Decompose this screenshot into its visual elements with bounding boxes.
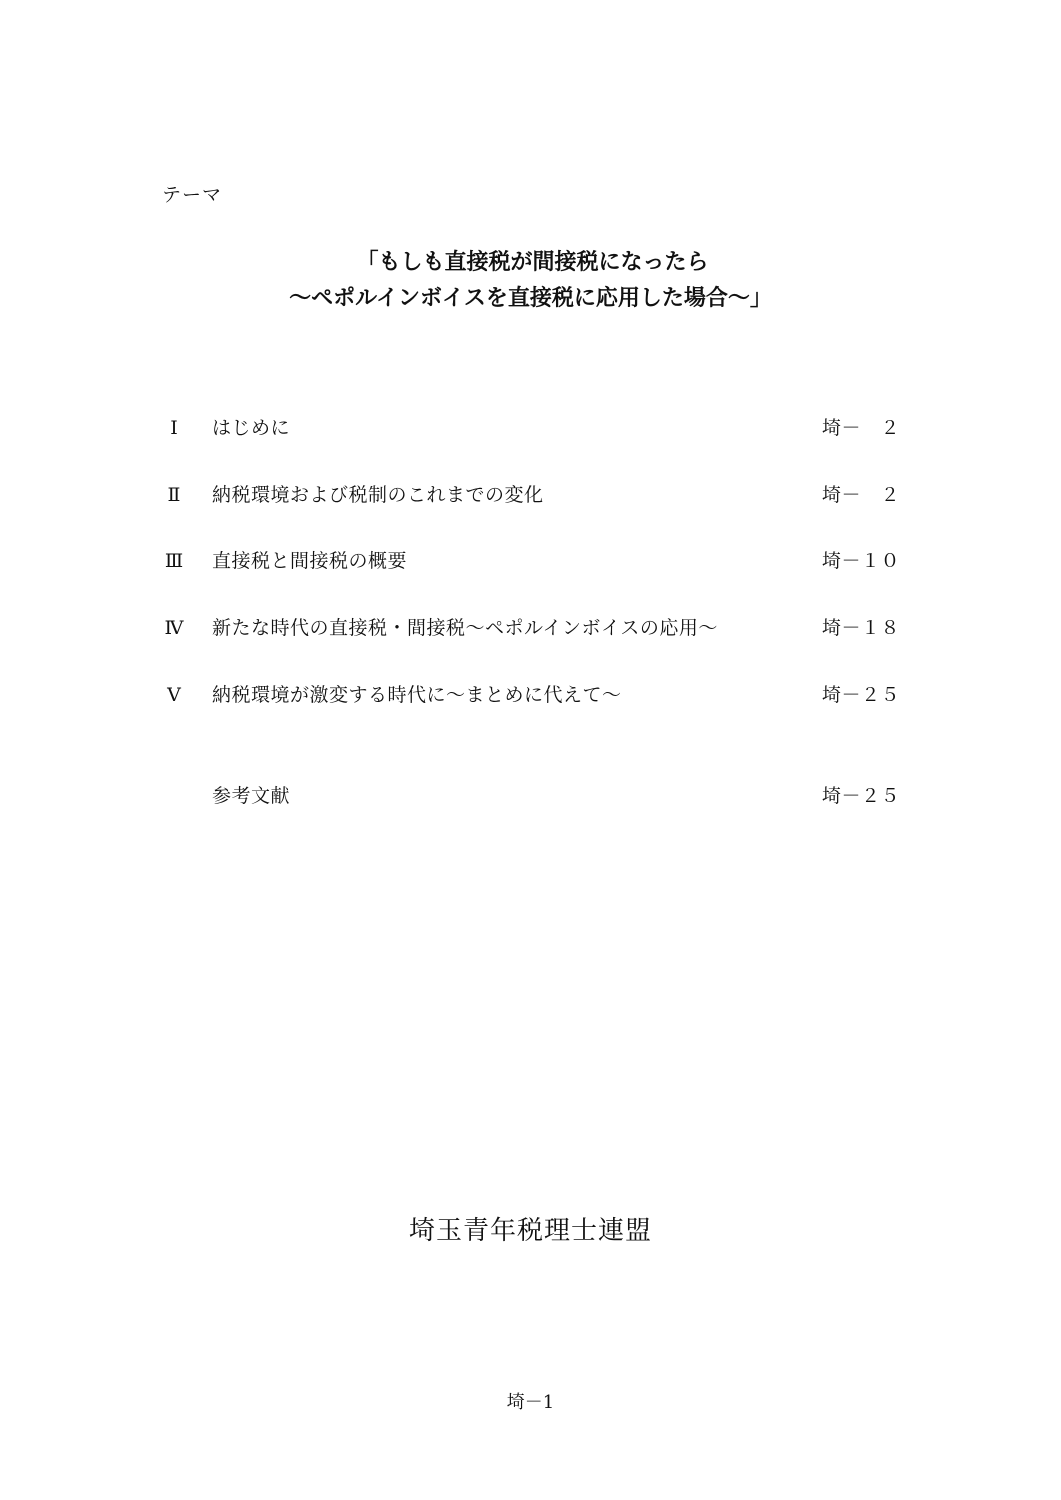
toc-row <box>0 613 1061 643</box>
toc-section-title: 直接税と間接税の概要 <box>212 550 408 572</box>
toc-row <box>0 413 1061 443</box>
toc-section-title: 納税環境および税制のこれまでの変化 <box>212 484 544 506</box>
toc-section-title: 新たな時代の直接税・間接税～ペポルインボイスの応用～ <box>212 617 718 639</box>
toc-page-ref: 埼－２５ <box>822 785 901 807</box>
toc-row <box>0 680 1061 710</box>
toc-page-ref: 埼－１０ <box>822 550 901 572</box>
toc-section-title: 納税環境が激変する時代に～まとめに代えて～ <box>212 684 622 706</box>
toc-section-number: Ⅴ <box>167 684 181 706</box>
toc-page-ref: 埼－２５ <box>822 684 901 706</box>
toc-section-number: Ⅰ <box>170 417 178 439</box>
page-number: 埼－1 <box>506 1392 555 1413</box>
toc-page-ref: 埼－ ２ <box>822 417 901 439</box>
toc-section-number: Ⅲ <box>164 550 184 572</box>
toc-section-title: 参考文献 <box>212 785 291 807</box>
theme-label: テーマ <box>162 184 223 206</box>
organization-name: 埼玉青年税理士連盟 <box>408 1216 652 1246</box>
toc-row <box>0 480 1061 510</box>
toc-row <box>0 546 1061 576</box>
toc-page-ref: 埼－１８ <box>822 617 901 639</box>
toc-page-ref: 埼－ ２ <box>822 484 901 506</box>
toc-section-title: はじめに <box>212 417 291 439</box>
title-line-1: 「もしも直接税が間接税になったら <box>356 249 709 275</box>
toc-section-number: Ⅱ <box>167 484 181 506</box>
title-line-2: ～ペポルインボイスを直接税に応用した場合～」 <box>289 285 772 311</box>
toc-row <box>0 781 1061 811</box>
toc-section-number: Ⅳ <box>164 617 184 639</box>
